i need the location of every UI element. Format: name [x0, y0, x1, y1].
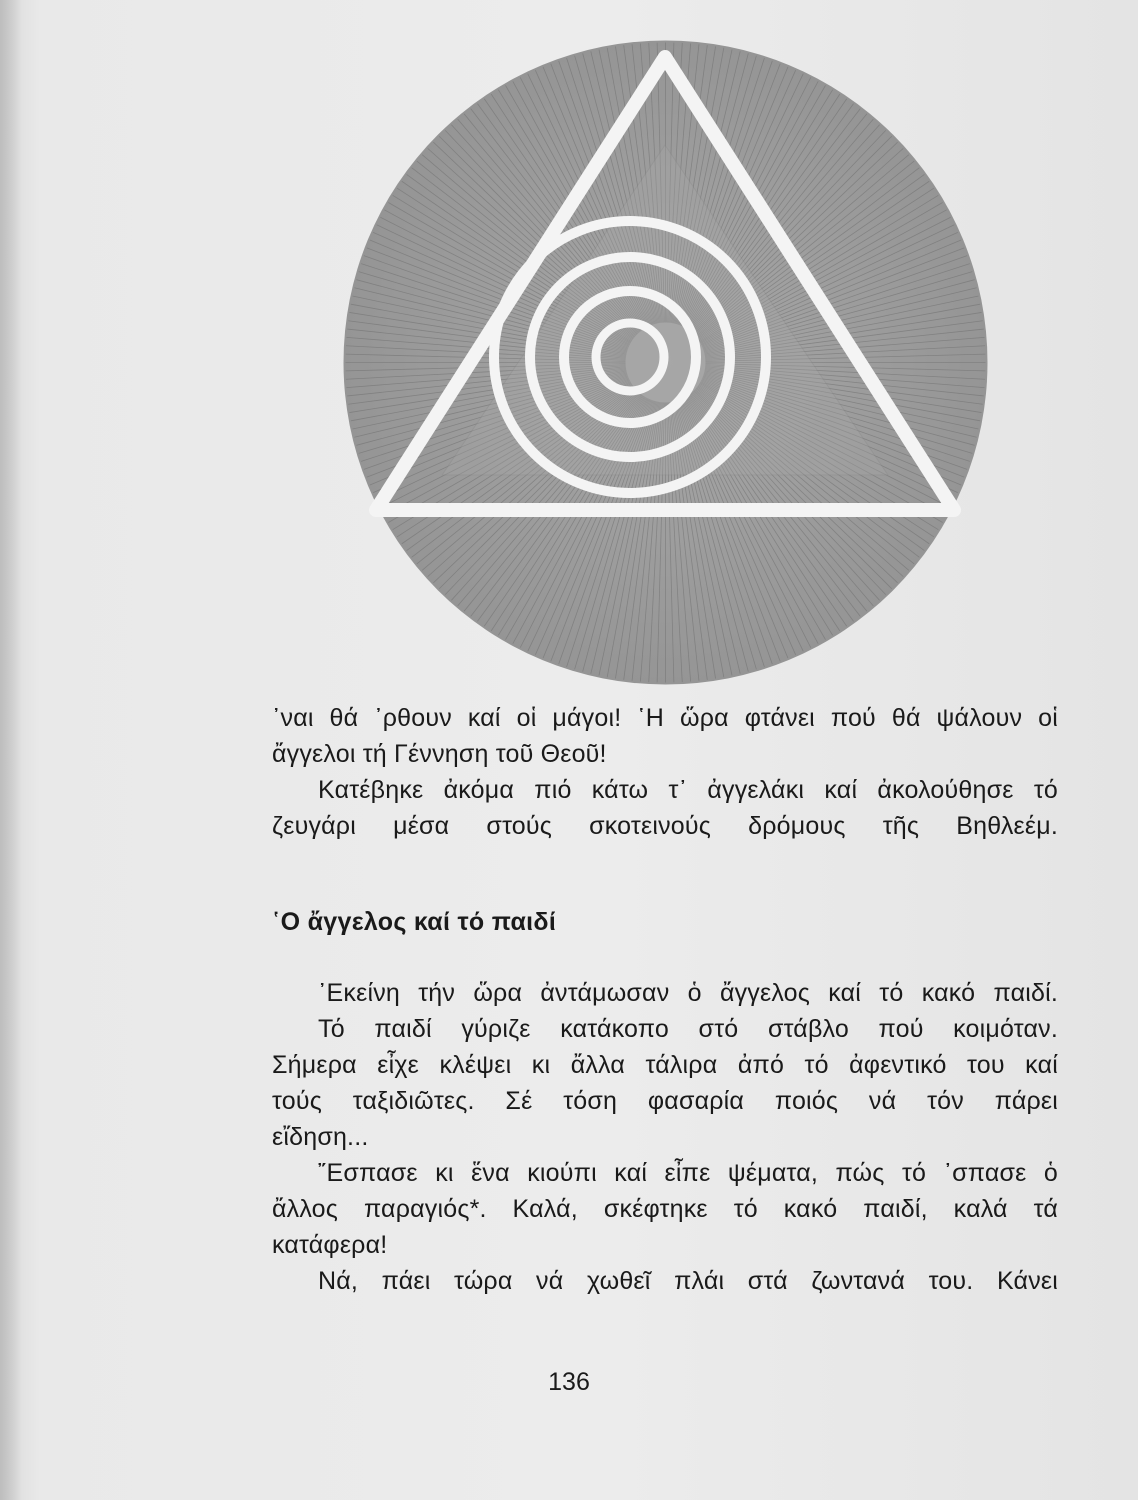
text-line: ἄγγελοι τή Γέννηση τοῦ Θεοῦ! — [272, 740, 607, 768]
text-line: Τό παιδί γύριζε κατάκοπο στό στάβλο πού κοιμόταν. — [318, 1015, 1058, 1043]
section-heading: ῾Ο ἄγγελος καί τό παιδί — [272, 908, 557, 936]
text-line: ᾿Εκείνη τήν ὥρα ἀντάμωσαν ὁ ἄγγελος καί τό κακό παιδί. — [318, 979, 1058, 1007]
paragraph-3 — [272, 975, 1058, 1263]
text-line: τούς ταξιδιῶτες. Σέ τόση φασαρία ποιός νά τόν πάρει — [272, 1087, 1058, 1115]
page-number: 136 — [548, 1368, 590, 1396]
text-line: ζευγάρι μέσα στούς σκοτεινούς δρόμους τῆς Βηθλεέμ. — [272, 812, 1058, 840]
paragraph-4 — [272, 1263, 1058, 1299]
text-line: ἄλλος παραγιός*. Καλά, σκέφτηκε τό κακό παιδί, καλά τά — [272, 1195, 1058, 1223]
text-line: Νά, πάει τώρα νά χωθεῖ πλάι στά ζωντανά του. Κάνει — [318, 1267, 1058, 1295]
triangle-sunburst-illustration — [338, 35, 993, 690]
paragraph-2 — [272, 772, 1058, 844]
text-line: ᾿ναι θά ᾿ρθουν καί οἱ μάγοι! ῾Η ὥρα φτάνει πού θά ψάλουν οἱ — [272, 704, 1058, 732]
text-line: ῎Εσπασε κι ἕνα κιούπι καί εἶπε ψέματα, πώς τό ᾿σπασε ὁ — [318, 1159, 1058, 1187]
text-line: κατάφερα! — [272, 1231, 388, 1259]
gutter-shadow — [0, 0, 22, 1500]
paragraph-1 — [272, 700, 1058, 772]
text-line: Σήμερα εἶχε κλέψει κι ἄλλα τάλιρα ἀπό τό ἀφεντικό του καί — [272, 1051, 1058, 1079]
text-line: Κατέβηκε ἀκόμα πιό κάτω τ᾿ ἀγγελάκι καί ἀκολούθησε τό — [318, 776, 1058, 804]
text-line: εἴδηση... — [272, 1123, 369, 1151]
